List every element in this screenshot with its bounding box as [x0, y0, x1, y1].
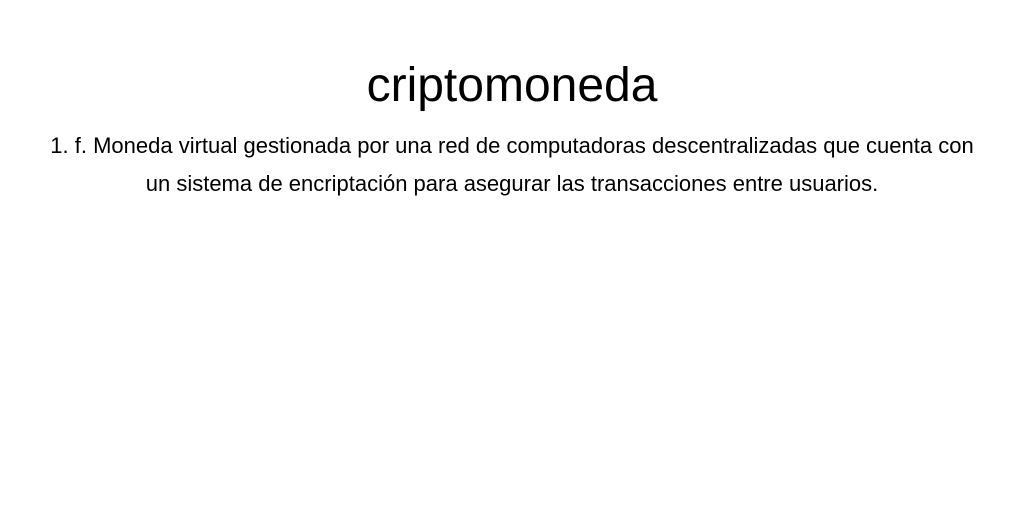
- entry-definition: 1. f. Moneda virtual gestionada por una red de computadoras descentralizadas que cuenta con un sistema de encriptación para asegurar las transacciones entre usuarios.: [50, 133, 974, 196]
- entry-term: criptomoneda: [366, 59, 658, 112]
